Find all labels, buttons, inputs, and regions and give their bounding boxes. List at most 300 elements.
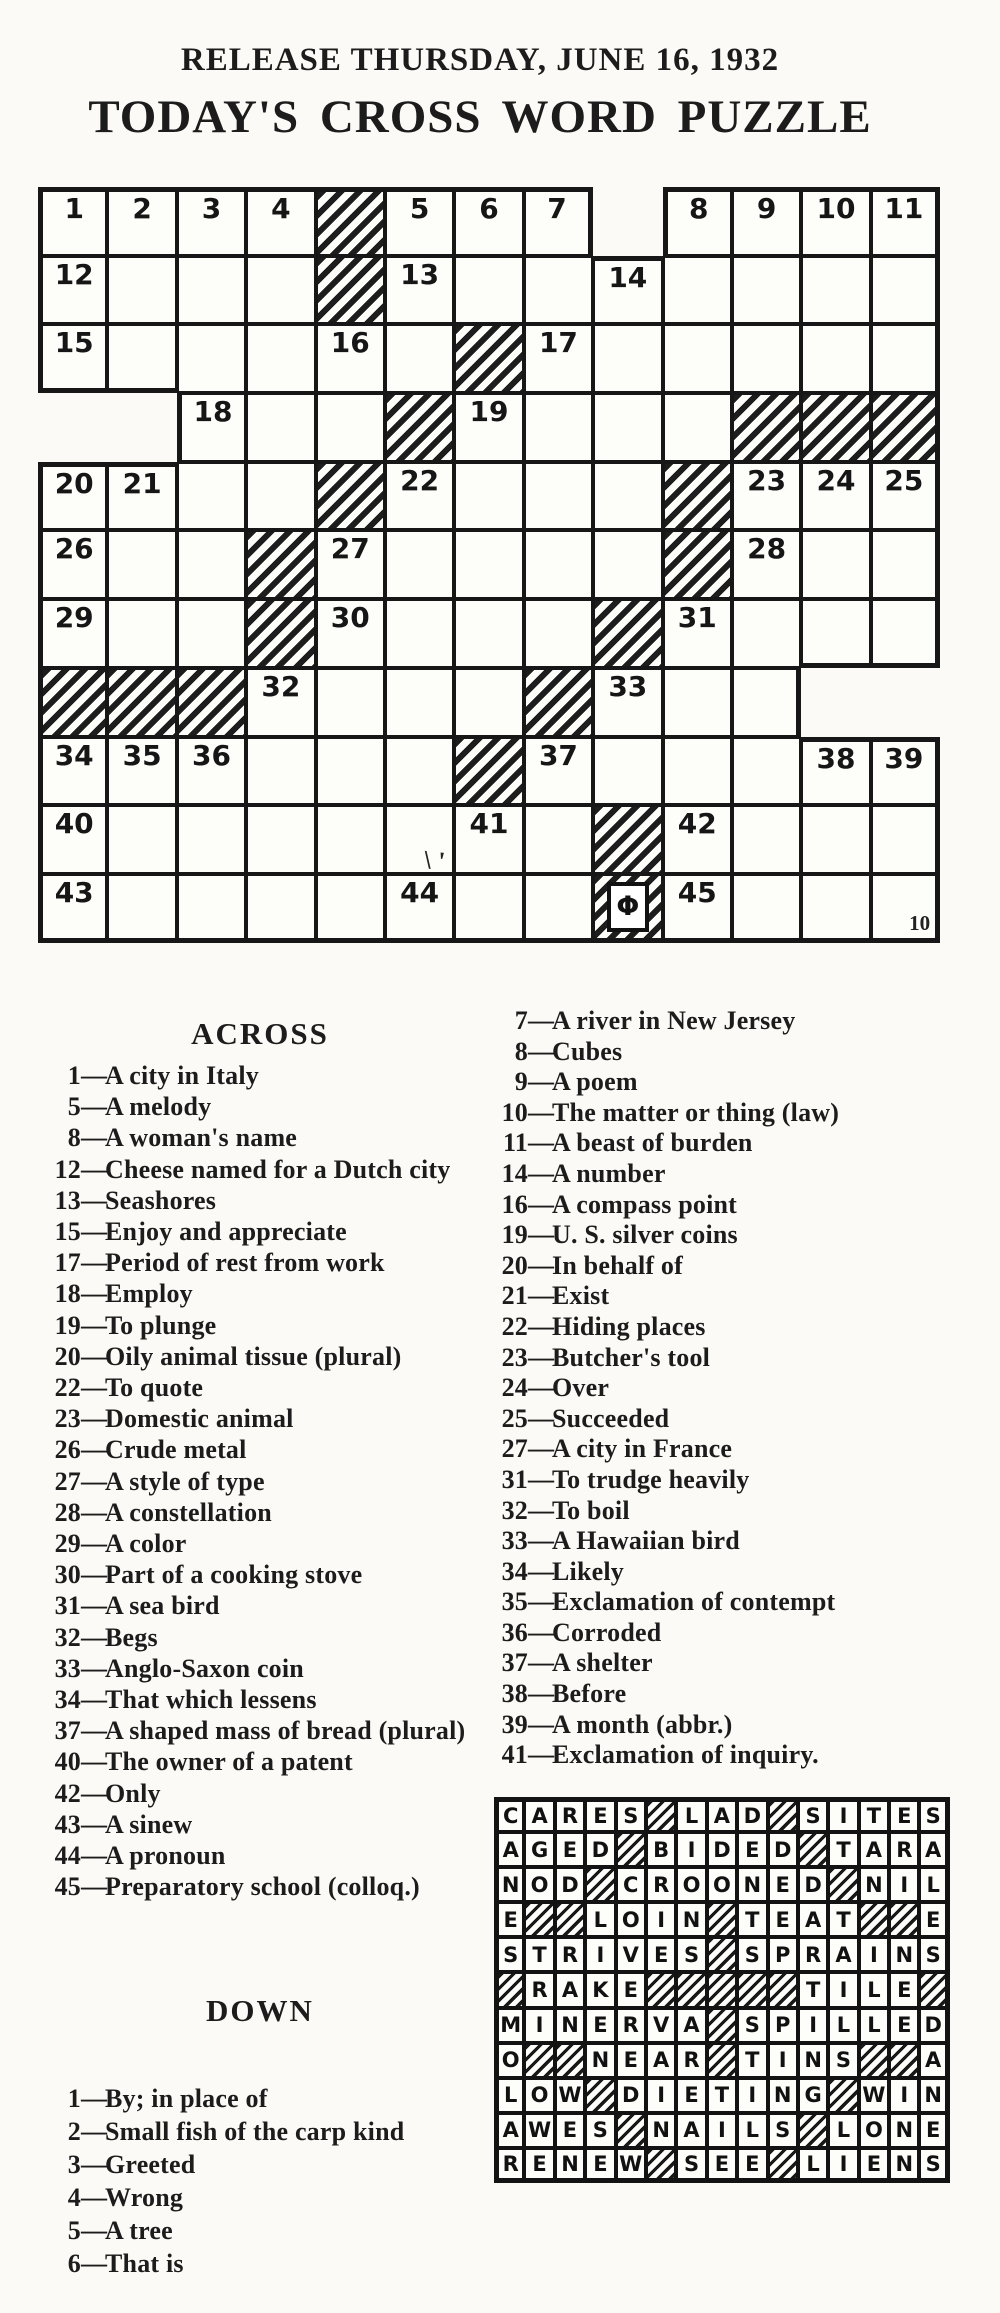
clue-down	[492, 1373, 960, 1404]
cell-number: 6	[479, 192, 499, 225]
solution-cell: R	[524, 1972, 554, 2007]
cell-number: 43	[54, 875, 94, 909]
clue-dash: —	[81, 2150, 108, 2179]
solution-cell: O	[494, 2043, 524, 2078]
solution-cell: E	[889, 1972, 919, 2007]
solution-cell: R	[494, 2148, 524, 2183]
clue-number: 5	[67, 2216, 81, 2245]
clue-dash: —	[81, 2117, 108, 2146]
cell-number: 16	[330, 326, 370, 360]
grid-cell	[663, 187, 732, 256]
solution-cell: R	[555, 1797, 585, 1832]
cell-number: 30	[330, 601, 370, 635]
clue-across	[45, 1122, 483, 1153]
solution-cell: A	[494, 2113, 524, 2148]
clue-dash: —	[528, 1679, 555, 1709]
solution-cell: C	[494, 1797, 524, 1832]
grid-cell-black	[38, 668, 107, 737]
cell-number: 32	[261, 669, 301, 703]
clue-text: A number	[552, 1158, 666, 1188]
solution-cell: A	[494, 1832, 524, 1867]
solution-cell: L	[859, 2008, 889, 2043]
solution-cell: S	[737, 1937, 767, 1972]
grid-cell	[316, 874, 385, 943]
solution-cell: E	[707, 2148, 737, 2183]
grid-cell	[732, 874, 801, 943]
grid-cell	[385, 668, 454, 737]
cell-number: 2	[132, 192, 152, 225]
solution-cell: W	[555, 2078, 585, 2113]
solution-cell: E	[737, 2148, 767, 2183]
grid-cell	[663, 874, 732, 943]
clue-down	[492, 1526, 960, 1557]
solution-cell-black	[768, 1972, 798, 2007]
grid-cell	[732, 805, 801, 874]
clue-down	[492, 1679, 960, 1710]
clue-number: 25	[501, 1403, 528, 1433]
solution-cell-black	[798, 2113, 828, 2148]
page-number: 10	[909, 910, 931, 935]
clue-across	[45, 1310, 483, 1341]
solution-cell: I	[585, 1937, 615, 1972]
solution-cell: S	[676, 2148, 706, 2183]
clue-down	[492, 1465, 960, 1496]
clue-number: 33	[54, 1653, 81, 1683]
solution-cell: E	[585, 2148, 615, 2183]
clue-across	[45, 1809, 483, 1840]
clue-dash: —	[81, 1747, 108, 1777]
clue-text: Exist	[552, 1281, 610, 1311]
clue-number: 36	[501, 1617, 528, 1647]
solution-cell: E	[889, 1797, 919, 1832]
grid-cell-black	[454, 324, 523, 393]
cell-number: 11	[884, 192, 924, 225]
clue-down	[492, 1190, 960, 1221]
across-header: ACROSS	[191, 1016, 329, 1051]
clue-text: A style of type	[105, 1466, 265, 1496]
clue-text: A month (abbr.)	[552, 1709, 733, 1739]
solution-cell: E	[768, 1867, 798, 1902]
grid-cell	[871, 324, 940, 393]
grid-cell	[732, 187, 801, 256]
clue-dash: —	[81, 1560, 108, 1590]
clue-dash: —	[81, 1310, 108, 1340]
cell-number: 19	[469, 395, 509, 429]
grid-cell	[871, 599, 940, 668]
grid-cell-black	[107, 668, 176, 737]
grid-cell	[107, 462, 176, 531]
solution-cell: E	[646, 1937, 676, 1972]
clue-number: 7	[514, 1006, 528, 1035]
clue-down	[492, 1434, 960, 1465]
solution-cell-black	[919, 1972, 949, 2007]
cell-number: 1	[64, 192, 84, 225]
clue-text: Hiding places	[552, 1311, 706, 1341]
cell-number: 9	[756, 192, 777, 225]
solution-cell-black	[859, 1902, 889, 1937]
solution-cell: I	[889, 1867, 919, 1902]
grid-cell	[524, 462, 593, 531]
clue-number: 20	[501, 1250, 528, 1280]
clue-text: Domestic animal	[105, 1404, 294, 1434]
solution-grid	[494, 1797, 950, 2183]
cell-number: 23	[747, 463, 787, 497]
clue-down	[492, 1618, 960, 1649]
cell-number: 10	[816, 192, 856, 225]
grid-cell	[177, 805, 246, 874]
grid-cell	[316, 530, 385, 599]
clue-dash: —	[81, 2183, 108, 2212]
grid-cell	[454, 187, 523, 256]
solution-cell: R	[676, 2043, 706, 2078]
grid-cell	[454, 805, 523, 874]
clue-text: Enjoy and appreciate	[105, 1217, 347, 1247]
clue-text: Exclamation of inquiry.	[552, 1740, 819, 1770]
grid-cell-black	[593, 805, 662, 874]
cell-number: 17	[538, 326, 578, 360]
clue-across	[45, 1154, 483, 1185]
solution-cell: A	[859, 1832, 889, 1867]
solution-cell: E	[859, 2148, 889, 2183]
grid-cell	[246, 256, 315, 325]
solution-cell: S	[676, 1937, 706, 1972]
grid-cell	[524, 187, 593, 256]
solution-cell-black	[798, 1832, 828, 1867]
grid-cell	[801, 256, 870, 325]
solution-cell: D	[585, 1832, 615, 1867]
clue-across	[45, 1840, 483, 1871]
grid-cell	[593, 393, 662, 462]
clue-number: 12	[54, 1154, 81, 1184]
clue-dash: —	[528, 1189, 555, 1219]
clue-number: 13	[54, 1185, 81, 1215]
clue-number: 23	[54, 1404, 81, 1434]
grid-cell	[524, 805, 593, 874]
grid-cell	[107, 256, 176, 325]
clue-dash: —	[528, 1006, 555, 1035]
grid-cell	[107, 187, 176, 256]
solution-cell: I	[889, 2078, 919, 2113]
clue-text: Cubes	[552, 1036, 623, 1066]
clue-dash: —	[81, 1248, 108, 1278]
solution-cell-black	[494, 1972, 524, 2007]
solution-cell: S	[585, 2113, 615, 2148]
solution-cell-black	[707, 1902, 737, 1937]
solution-cell-black	[828, 1867, 858, 1902]
solution-cell-black	[707, 1937, 737, 1972]
clue-dash: —	[81, 1716, 108, 1746]
grid-cell	[801, 530, 870, 599]
solution-cell: A	[919, 1832, 949, 1867]
clue-number: 18	[54, 1279, 81, 1309]
clue-text: A Hawaiian bird	[552, 1526, 740, 1556]
clue-number: 11	[503, 1128, 528, 1158]
grid-cell	[107, 805, 176, 874]
solution-cell: R	[555, 1937, 585, 1972]
solution-cell: D	[616, 2078, 646, 2113]
solution-cell: I	[828, 2148, 858, 2183]
print-artifact: \ '	[422, 844, 447, 877]
clue-dash: —	[528, 1617, 555, 1647]
grid-gap	[871, 668, 940, 737]
clue-number: 19	[54, 1310, 81, 1340]
grid-cell	[593, 530, 662, 599]
solution-cell: A	[524, 1797, 554, 1832]
solution-cell: V	[646, 2008, 676, 2043]
solution-cell: T	[798, 1972, 828, 2007]
grid-cell-black	[663, 530, 732, 599]
grid-cell	[246, 737, 315, 806]
solution-cell: N	[646, 2113, 676, 2148]
clue-dash: —	[528, 1036, 555, 1066]
clue-number: 26	[54, 1435, 81, 1465]
solution-cell-black	[707, 2008, 737, 2043]
clue-dash: —	[81, 1841, 108, 1871]
cell-number: 13	[400, 257, 440, 291]
grid-cell	[38, 256, 107, 325]
solution-cell: I	[707, 2113, 737, 2148]
cell-number: 33	[608, 669, 648, 703]
clue-text: Only	[105, 1778, 161, 1808]
clue-dash: —	[528, 1740, 555, 1770]
clue-text: A compass point	[552, 1189, 738, 1219]
solution-cell: E	[889, 2008, 919, 2043]
clue-down	[492, 1587, 960, 1618]
grid-cell	[385, 462, 454, 531]
clue-down	[45, 2082, 483, 2115]
solution-cell: G	[524, 1832, 554, 1867]
clue-number: 30	[54, 1560, 81, 1590]
solution-cell: I	[798, 2008, 828, 2043]
clue-dash: —	[528, 1403, 555, 1433]
solution-cell: N	[889, 1937, 919, 1972]
solution-cell: D	[919, 2008, 949, 2043]
solution-cell: I	[859, 1937, 889, 1972]
clue-down	[492, 1128, 960, 1159]
cell-number: 34	[54, 738, 94, 772]
grid-cell	[38, 187, 107, 256]
clue-across	[45, 1434, 483, 1465]
cell-number: 42	[677, 807, 717, 841]
grid-cell	[732, 324, 801, 393]
solution-cell: W	[524, 2113, 554, 2148]
clue-number: 38	[501, 1679, 528, 1709]
grid-cell	[732, 599, 801, 668]
clue-down	[492, 1404, 960, 1435]
solution-cell: L	[676, 1797, 706, 1832]
solution-cell: R	[646, 1867, 676, 1902]
cell-number: 38	[816, 741, 856, 775]
grid-cell	[107, 737, 176, 806]
clue-down	[492, 1312, 960, 1343]
clue-across	[45, 1216, 483, 1247]
cell-number: 21	[122, 466, 162, 500]
clue-dash: —	[81, 1404, 108, 1434]
grid-cell	[801, 737, 870, 806]
clue-number: 37	[54, 1716, 81, 1746]
grid-cell	[246, 805, 315, 874]
clue-across	[45, 1778, 483, 1809]
solution-cell: A	[646, 2043, 676, 2078]
clue-across	[45, 1746, 483, 1777]
grid-cell	[801, 187, 870, 256]
grid-gap	[38, 393, 107, 462]
clue-text: A shelter	[552, 1648, 653, 1678]
clue-number: 22	[501, 1311, 528, 1341]
clue-number: 31	[54, 1591, 81, 1621]
clue-text: Before	[552, 1679, 627, 1709]
clue-down	[492, 1496, 960, 1527]
grid-cell-black	[316, 462, 385, 531]
clue-number: 8	[514, 1036, 528, 1066]
grid-cell	[177, 874, 246, 943]
clue-number: 32	[54, 1622, 81, 1652]
solution-cell-black	[646, 1972, 676, 2007]
grid-cell	[732, 530, 801, 599]
grid-cell-black	[593, 874, 662, 943]
clue-dash: —	[81, 2084, 108, 2113]
clue-text: To quote	[105, 1373, 204, 1403]
clue-down	[492, 1281, 960, 1312]
grid-cell	[454, 874, 523, 943]
solution-cell: L	[798, 2148, 828, 2183]
clue-text: A poem	[552, 1067, 638, 1097]
solution-cell: T	[737, 1902, 767, 1937]
clue-text: Period of rest from work	[105, 1248, 385, 1278]
clue-dash: —	[81, 1341, 108, 1371]
solution-cell: W	[859, 2078, 889, 2113]
cell-number: 28	[747, 532, 787, 566]
grid-cell	[663, 668, 732, 737]
grid-cell-black	[732, 393, 801, 462]
solution-cell-black	[524, 2043, 554, 2078]
clue-text: A city in France	[552, 1434, 733, 1464]
clue-number: 41	[501, 1740, 528, 1770]
solution-cell: L	[919, 1867, 949, 1902]
solution-cell: I	[646, 1902, 676, 1937]
clue-number: 15	[54, 1217, 81, 1247]
grid-cell	[246, 393, 315, 462]
cell-number: 15	[54, 326, 94, 360]
clue-text: The matter or thing (law)	[552, 1097, 840, 1127]
clue-dash: —	[81, 1685, 108, 1715]
clue-text: A city in Italy	[105, 1061, 259, 1090]
clue-number: 8	[67, 1123, 81, 1153]
solution-cell: S	[494, 1937, 524, 1972]
grid-cell	[107, 530, 176, 599]
clue-number: 33	[501, 1526, 528, 1556]
clue-number: 27	[501, 1434, 528, 1464]
grid-cell	[246, 668, 315, 737]
grid-cell	[663, 256, 732, 325]
cell-number: 14	[608, 260, 648, 294]
clue-dash: —	[81, 1497, 108, 1527]
clue-dash: —	[528, 1220, 555, 1250]
clue-down	[45, 2115, 483, 2148]
grid-cell	[38, 874, 107, 943]
clue-dash: —	[81, 1809, 108, 1839]
grid-cell	[246, 324, 315, 393]
solution-cell: N	[889, 2148, 919, 2183]
grid-cell	[107, 324, 176, 393]
solution-cell: I	[737, 2078, 767, 2113]
grid-cell-black	[524, 668, 593, 737]
clue-text: A tree	[105, 2216, 173, 2245]
clue-text: A color	[105, 1529, 187, 1559]
clue-dash: —	[528, 1281, 555, 1311]
solution-cell: L	[828, 2008, 858, 2043]
solution-cell: P	[768, 1937, 798, 1972]
clue-dash: —	[528, 1097, 555, 1127]
clue-number: 1	[67, 1061, 81, 1090]
solution-cell: S	[919, 2148, 949, 2183]
clue-number: 21	[501, 1281, 528, 1311]
grid-cell	[177, 324, 246, 393]
clue-text: Butcher's tool	[552, 1342, 711, 1372]
solution-cell: N	[494, 1867, 524, 1902]
clue-number: 17	[54, 1248, 81, 1278]
grid-cell	[593, 668, 662, 737]
cell-number: 18	[193, 395, 233, 429]
solution-cell: N	[768, 2078, 798, 2113]
solution-cell-black	[585, 1867, 615, 1902]
clue-down	[492, 1098, 960, 1129]
clue-text: Preparatory school (colloq.)	[105, 1872, 420, 1902]
clue-text: A beast of burden	[552, 1128, 753, 1158]
solution-cell: I	[828, 1972, 858, 2007]
clue-down	[492, 1710, 960, 1741]
grid-cell	[38, 462, 107, 531]
solution-cell-black	[585, 2078, 615, 2113]
clue-text: A constellation	[105, 1497, 272, 1527]
clue-text: A shaped mass of bread (plural)	[105, 1716, 466, 1746]
clue-text: Corroded	[552, 1617, 662, 1647]
solution-cell: A	[707, 1797, 737, 1832]
clue-dash: —	[528, 1526, 555, 1556]
solution-cell: N	[798, 2043, 828, 2078]
clue-down	[492, 1067, 960, 1098]
solution-cell: S	[737, 2008, 767, 2043]
solution-cell-black	[828, 2078, 858, 2113]
grid-cell	[454, 462, 523, 531]
cell-number: 44	[400, 875, 440, 909]
solution-cell: E	[585, 2008, 615, 2043]
clue-number: 28	[54, 1497, 81, 1527]
solution-cell: T	[737, 2043, 767, 2078]
solution-cell: T	[524, 1937, 554, 1972]
clue-dash: —	[528, 1373, 555, 1403]
syndicate-mark: Φ	[607, 882, 649, 932]
grid-cell	[663, 599, 732, 668]
clue-dash: —	[81, 2216, 108, 2245]
clue-text: Likely	[552, 1556, 624, 1586]
clue-text: To trudge heavily	[552, 1464, 750, 1494]
solution-cell: N	[889, 2113, 919, 2148]
grid-cell	[177, 737, 246, 806]
clue-across	[45, 1871, 483, 1902]
clue-across	[45, 1590, 483, 1621]
solution-cell-black	[707, 1972, 737, 2007]
clue-dash: —	[81, 1373, 108, 1403]
grid-cell	[177, 393, 246, 462]
solution-cell: A	[555, 1972, 585, 2007]
clue-dash: —	[528, 1067, 555, 1097]
solution-cell: L	[494, 2078, 524, 2113]
solution-cell-black	[889, 1902, 919, 1937]
clue-dash: —	[81, 1529, 108, 1559]
grid-cell	[593, 737, 662, 806]
clue-text: A pronoun	[105, 1841, 226, 1871]
